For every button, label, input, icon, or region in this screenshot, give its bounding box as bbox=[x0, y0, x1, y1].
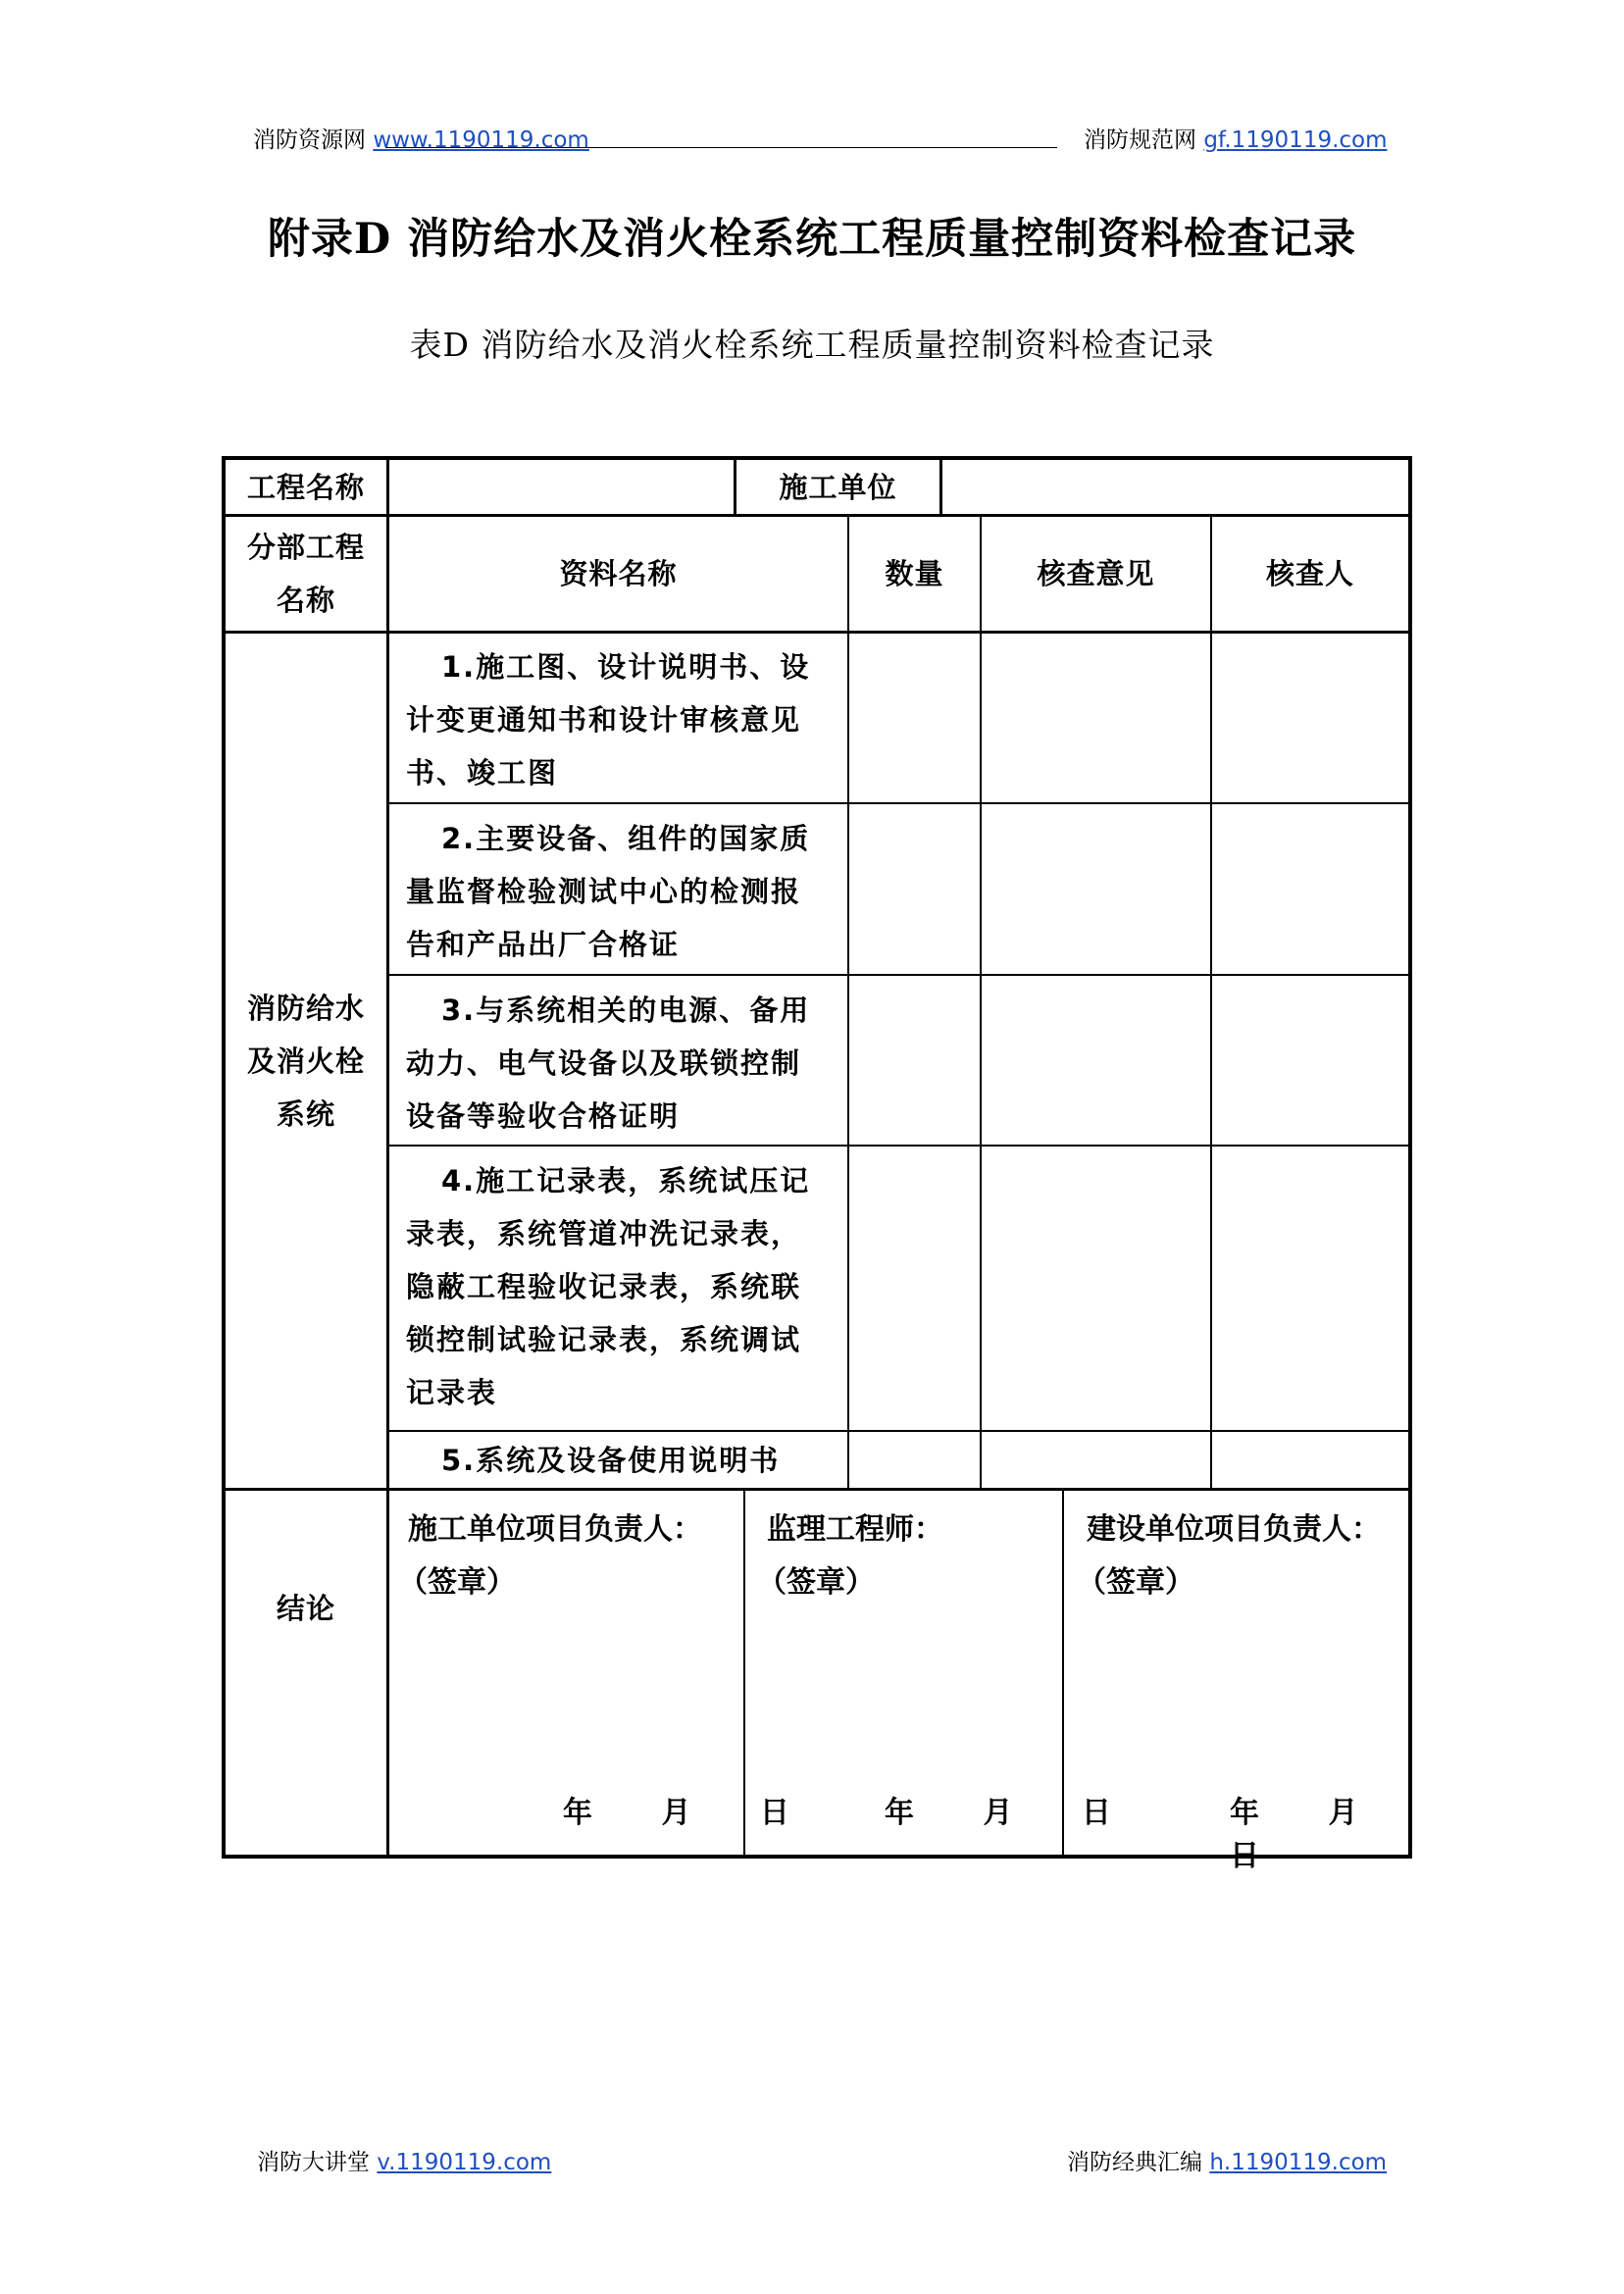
signature-supervisor-date: 年 月 日 bbox=[885, 1796, 1141, 1830]
header-rule bbox=[385, 147, 1057, 148]
document-item-1: 1.施工图、设计说明书、设计变更通知书和设计审核意见书、竣工图 bbox=[406, 650, 811, 790]
footer-left bbox=[257, 2144, 551, 2176]
rule-after-column-header bbox=[222, 631, 1412, 634]
table-border-left bbox=[222, 456, 226, 1859]
signature-construction-role: 施工单位项目负责人： bbox=[408, 1512, 702, 1547]
division-name: 消防给水及消火栓系统 bbox=[246, 991, 365, 1131]
rule-after-item-1 bbox=[386, 802, 1412, 804]
signature-supervisor-role: 监理工程师： bbox=[767, 1512, 943, 1547]
signature-owner-seal: （签章） bbox=[1077, 1565, 1194, 1600]
document-item-5: 5.系统及设备使用说明书 bbox=[441, 1444, 781, 1477]
construction-unit-label: 施工单位 bbox=[779, 471, 897, 504]
appendix-title: 附录D 消防给水及消火栓系统工程质量控制资料检查记录 bbox=[267, 215, 1357, 264]
project-name-label: 工程名称 bbox=[246, 471, 365, 504]
header-left bbox=[253, 122, 589, 154]
conclusion-label: 结论 bbox=[276, 1592, 335, 1625]
header-left-link[interactable]: www.1190119.com bbox=[373, 127, 589, 153]
header-left-label: 消防资源网 bbox=[253, 127, 366, 153]
rule-after-item-3 bbox=[386, 1145, 1412, 1147]
rule-after-item-4 bbox=[386, 1430, 1412, 1432]
construction-unit-value[interactable] bbox=[942, 460, 1408, 515]
rule-quantity-column-end bbox=[980, 515, 982, 1489]
inspection-table bbox=[222, 456, 1412, 1873]
footer-right-label: 消防经典汇编 bbox=[1067, 2150, 1202, 2175]
table-border-right bbox=[1408, 456, 1412, 1859]
document-item-4: 4.施工记录表，系统试压记录表，系统管道冲洗记录表，隐蔽工程验收记录表，系统联锁控制试验记录表，系统调试记录表 bbox=[406, 1164, 811, 1409]
signature-supervisor-seal: （签章） bbox=[757, 1565, 875, 1600]
signature-construction-date: 年 月 日 bbox=[563, 1796, 819, 1830]
header-right-link[interactable]: gf.1190119.com bbox=[1203, 127, 1388, 153]
column-header-division: 分部工程名称 bbox=[246, 531, 365, 617]
project-name-value[interactable] bbox=[389, 460, 734, 515]
column-header-opinion: 核查意见 bbox=[1037, 557, 1155, 590]
signature-construction-seal: （签章） bbox=[398, 1565, 516, 1600]
column-header-quantity: 数量 bbox=[885, 557, 944, 590]
signature-owner-role: 建设单位项目负责人： bbox=[1087, 1512, 1381, 1547]
footer-left-label: 消防大讲堂 bbox=[257, 2150, 370, 2175]
column-header-checker: 核查人 bbox=[1265, 557, 1354, 590]
rule-document-column-end bbox=[847, 515, 849, 1489]
rule-after-item-2 bbox=[386, 974, 1412, 976]
signature-owner-date: 年 月 日 bbox=[1230, 1796, 1388, 1873]
rule-opinion-column-end bbox=[1210, 515, 1212, 1489]
rule-before-conclusion bbox=[222, 1488, 1412, 1491]
header-right-label: 消防规范网 bbox=[1084, 127, 1196, 153]
rule-division-column bbox=[386, 456, 389, 1859]
column-header-document: 资料名称 bbox=[559, 557, 678, 590]
header-right bbox=[1084, 122, 1388, 154]
footer-left-link[interactable]: v.1190119.com bbox=[377, 2150, 552, 2175]
table-title: 表D 消防给水及消火栓系统工程质量控制资料检查记录 bbox=[409, 326, 1215, 364]
footer-right-link[interactable]: h.1190119.com bbox=[1209, 2150, 1388, 2175]
document-item-2: 2.主要设备、组件的国家质量监督检验测试中心的检测报告和产品出厂合格证 bbox=[406, 822, 811, 961]
footer-right bbox=[1067, 2144, 1387, 2176]
document-item-3: 3.与系统相关的电源、备用动力、电气设备以及联锁控制设备等验收合格证明 bbox=[406, 994, 811, 1133]
